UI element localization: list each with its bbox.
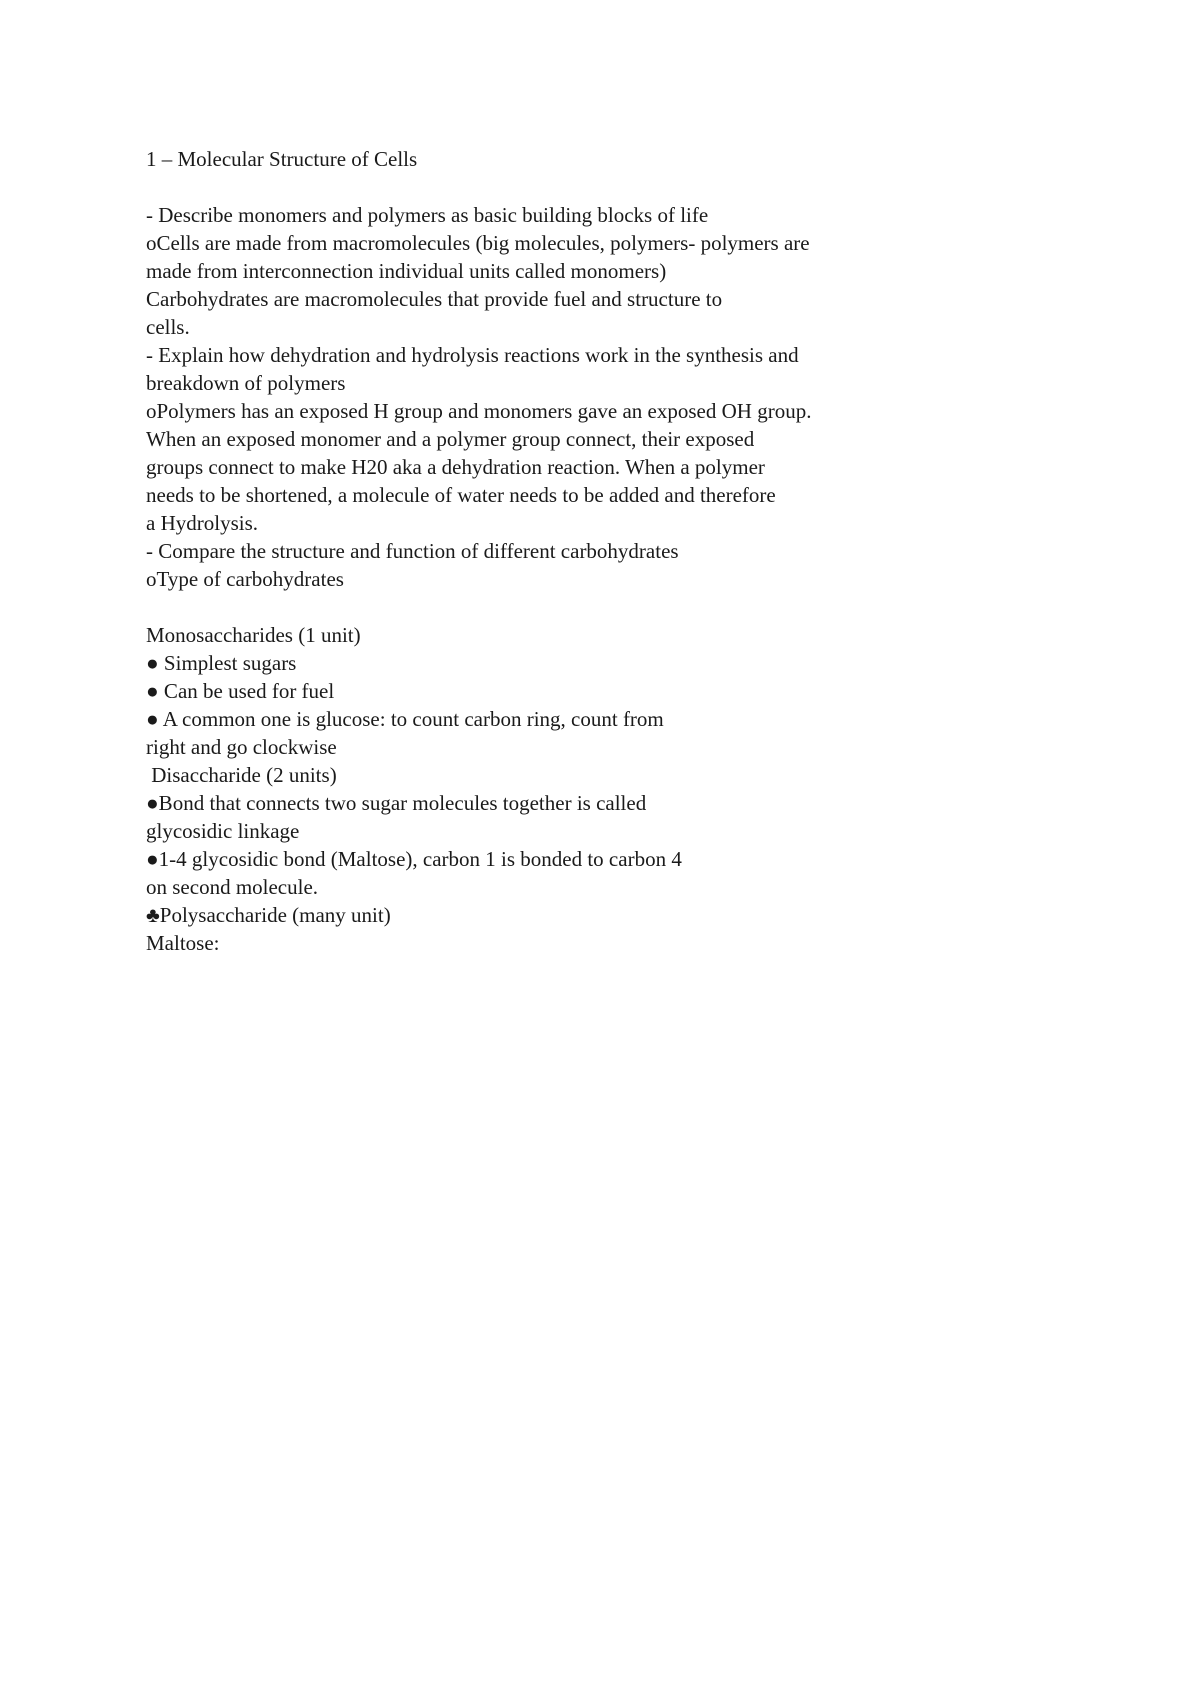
text-line: Monosaccharides (1 unit) (146, 623, 361, 647)
text-line: - Explain how dehydration and hydrolysis reactions work in the synthesis and (146, 343, 799, 367)
text-line: cells. (146, 315, 190, 339)
text-line: Carbohydrates are macromolecules that provide fuel and structure to (146, 287, 723, 311)
text-line: needs to be shortened, a molecule of water needs to be added and therefore (146, 483, 776, 507)
text-line: When an exposed monomer and a polymer group connect, their exposed (146, 427, 755, 451)
document-title: 1 – Molecular Structure of Cells (146, 147, 418, 171)
text-line: right and go clockwise (146, 735, 337, 759)
text-line: - Compare the structure and function of different carbohydrates (146, 539, 679, 563)
text-line: Maltose: (146, 931, 220, 955)
bullet-line: ● A common one is glucose: to count carbon ring, count from (146, 707, 664, 731)
blank-line (146, 593, 1146, 621)
text-line: oType of carbohydrates (146, 567, 344, 591)
bullet-line: ● Simplest sugars (146, 651, 297, 675)
text-line: oCells are made from macromolecules (big molecules, polymers- polymers are (146, 231, 810, 255)
bullet-line: ●Bond that connects two sugar molecules together is called (146, 791, 647, 815)
text-line: breakdown of polymers (146, 371, 346, 395)
text-line: glycosidic linkage (146, 819, 300, 843)
text-line: Disaccharide (2 units) (146, 763, 337, 787)
text-line: - Describe monomers and polymers as basic building blocks of life (146, 203, 709, 227)
bullet-line: ●1-4 glycosidic bond (Maltose), carbon 1 is bonded to carbon 4 (146, 847, 682, 871)
text-line: groups connect to make H20 aka a dehydration reaction. When a polymer (146, 455, 765, 479)
bullet-line: ♣Polysaccharide (many unit) (146, 903, 391, 927)
blank-line (146, 173, 1146, 201)
bullet-line: ● Can be used for fuel (146, 679, 335, 703)
text-line: oPolymers has an exposed H group and monomers gave an exposed OH group. (146, 399, 812, 423)
text-line: on second molecule. (146, 875, 319, 899)
text-line: a Hydrolysis. (146, 511, 258, 535)
text-line: made from interconnection individual units called monomers) (146, 259, 667, 283)
document-body (146, 145, 1146, 957)
